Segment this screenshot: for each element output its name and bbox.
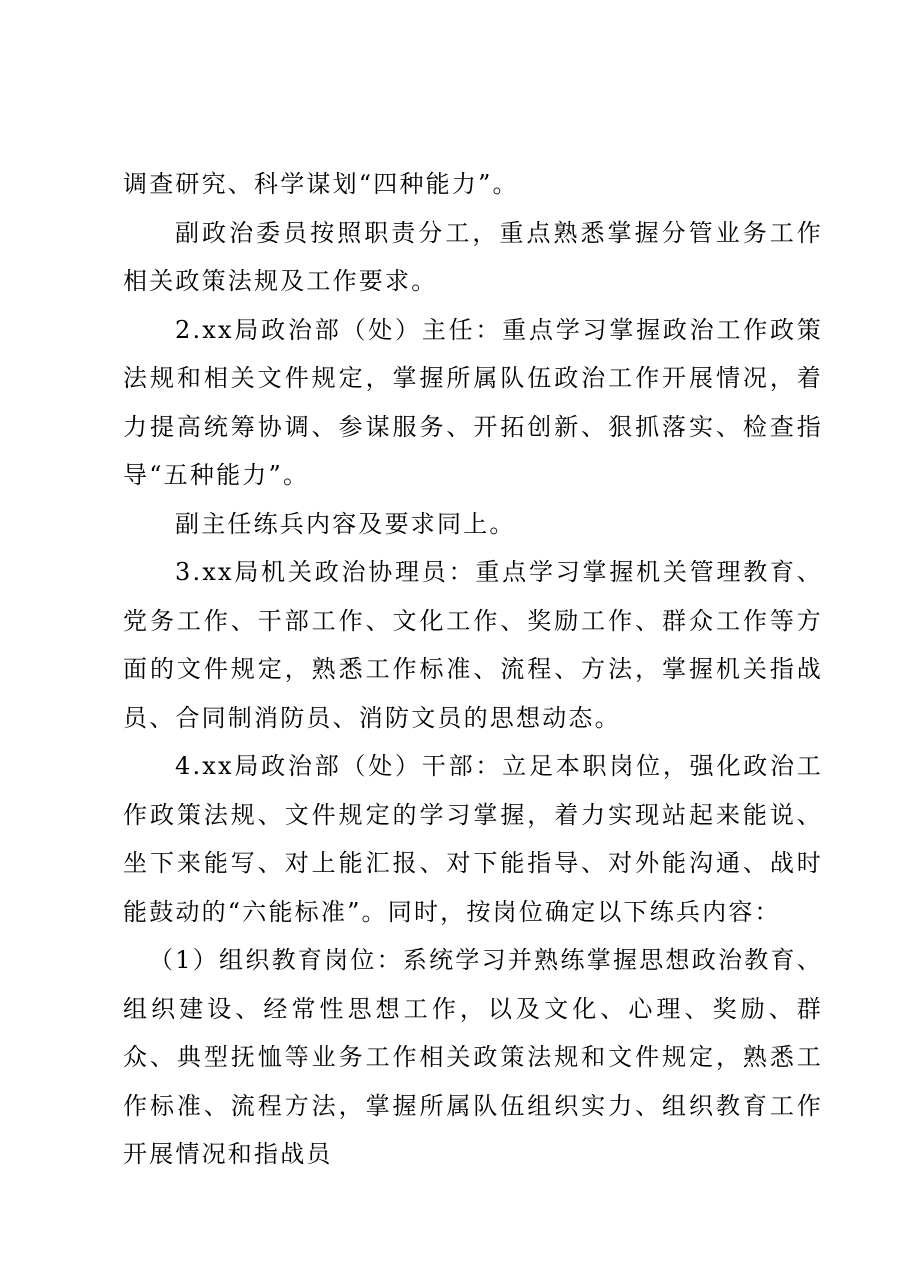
paragraph-item-4: 4.xx局政治部（处）干部：立足本职岗位，强化政治工作政策法规、文件规定的学习掌握，着力实现站起来能说、坐下来能写、对上能汇报、对下能指导、对外能沟通、战时能鼓动的“六能标准”。同时，按岗位确定以下练兵内容： (123, 752, 823, 926)
paragraph-continuation: 调查研究、科学谋划“四种能力”。 (123, 170, 519, 198)
paragraph-item-3: 3.xx局机关政治协理员：重点学习掌握机关管理教育、党务工作、干部工作、文化工作、奖励工作、群众工作等方面的文件规定，熟悉工作标准、流程、方法，掌握机关指战员、合同制消防员、消防文员的思想动态。 (123, 558, 823, 732)
paragraph-item-2: 2.xx局政治部（处）主任：重点学习掌握政治工作政策法规和相关文件规定，掌握所属队伍政治工作开展情况，着力提高统筹协调、参谋服务、开拓创新、狠抓落实、检查指导“五种能力”。 (123, 315, 823, 489)
paragraph-deputy-commissar: 副政治委员按照职责分工，重点熟悉掌握分管业务工作相关政策法规及工作要求。 (123, 218, 823, 295)
paragraph-deputy-director: 副主任练兵内容及要求同上。 (175, 509, 516, 538)
document-body (123, 160, 823, 1179)
paragraph-subitem-1: （1）组织教育岗位：系统学习并熟练掌握思想政治教育、组织建设、经常性思想工作，以及文化、心理、奖励、群众、典型抚恤等业务工作相关政策法规和文件规定，熟悉工作标准、流程方法，掌握所属队伍组织实力、组织教育工作开展情况和指战员 (123, 946, 823, 1168)
